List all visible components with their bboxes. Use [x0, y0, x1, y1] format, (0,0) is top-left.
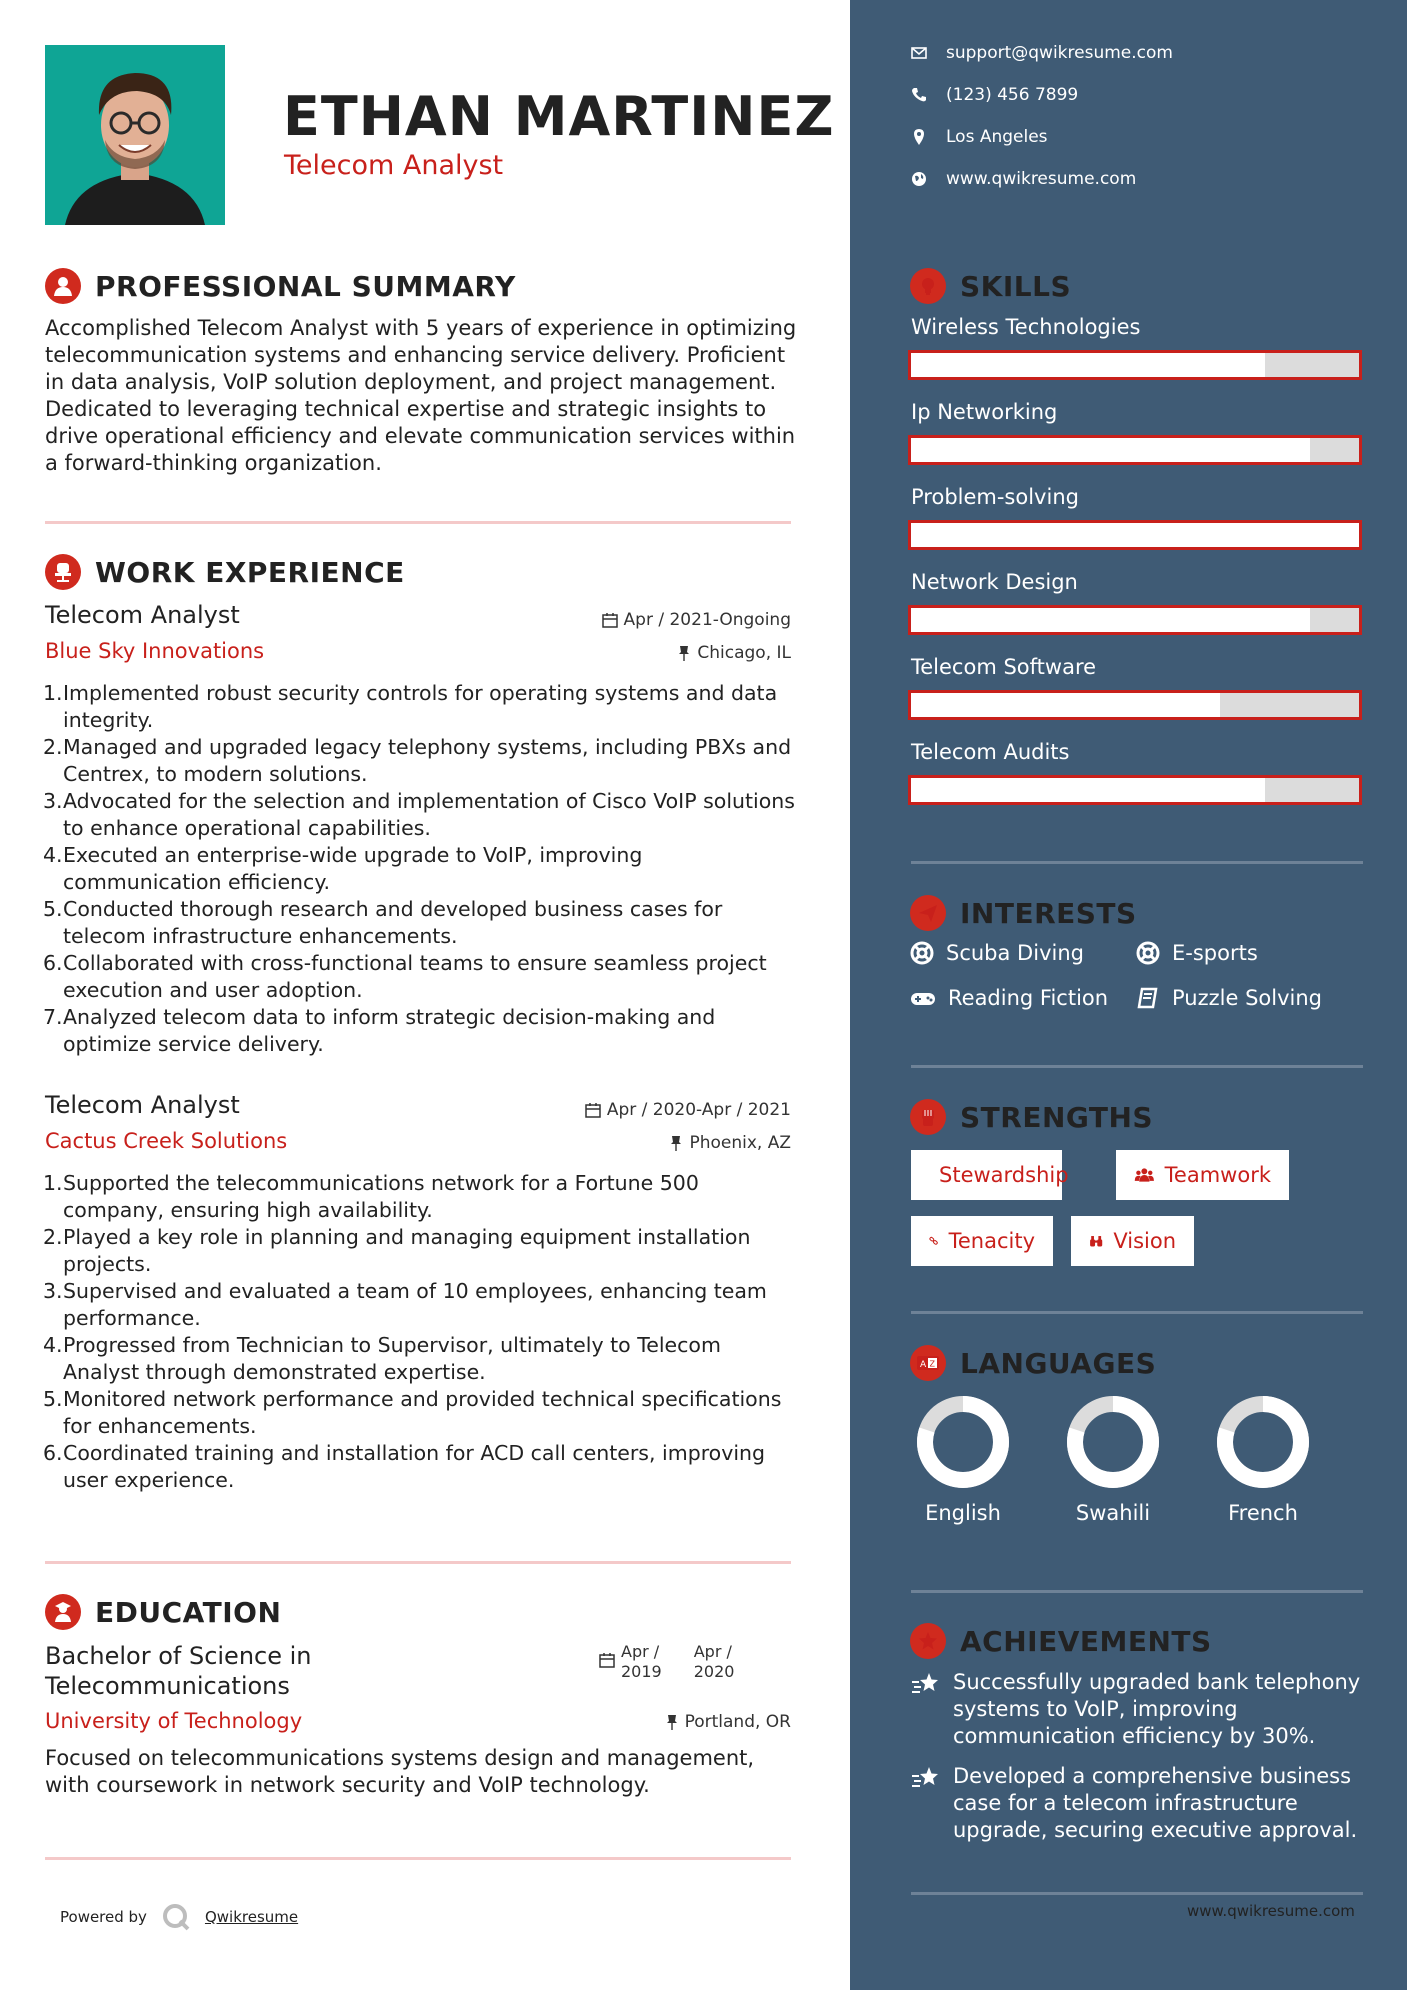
job-location-text: Chicago, IL: [697, 643, 791, 663]
list-item: 5. Conducted thorough research and developed business cases for telecom infrastructure enhancements.: [43, 897, 723, 948]
degree-line: Telecommunications: [45, 1672, 290, 1700]
strengths-heading: [910, 1099, 1153, 1135]
svg-text:Z: Z: [929, 1359, 935, 1369]
list-item: 7. Analyzed telecom data to inform strategic decision-making and optimize service delivery.: [43, 1005, 716, 1056]
summary-heading: [45, 268, 516, 304]
list-item: 4. Executed an enterprise-wide upgrade to VoIP, improving communication efficiency.: [43, 843, 643, 894]
skill-bar-fill: [911, 693, 1220, 717]
footer-powered: [60, 1902, 298, 1932]
divider: [911, 1590, 1363, 1593]
job-dates: [602, 610, 791, 630]
job-bullets: [43, 680, 803, 1058]
list-item: 3. Advocated for the selection and implementation of Cisco VoIP solutions to enhance operational capabilities.: [43, 789, 795, 840]
job-company: Blue Sky Innovations: [45, 639, 265, 663]
skill-label: Network Design: [911, 570, 1078, 594]
list-item: 2. Managed and upgraded legacy telephony systems, including PBXs and Centrex, to modern solutions.: [43, 735, 792, 786]
list-item: 1. Implemented robust security controls for operating systems and data integrity.: [43, 681, 778, 732]
skill-label: Telecom Audits: [911, 740, 1070, 764]
calendar-icon: [585, 1102, 601, 1118]
strength-badge: [911, 1216, 1053, 1266]
brand-link[interactable]: Qwikresume: [204, 1908, 299, 1926]
interest-item: [1136, 941, 1258, 965]
pin-icon: [669, 1135, 683, 1151]
section-title: WORK EXPERIENCE: [95, 555, 405, 589]
profile-photo: [45, 45, 225, 225]
achievement-text: Developed a comprehensive business case for a telecom infrastructure upgrade, securing executive approval.: [953, 1764, 1358, 1842]
phone-icon: [910, 86, 928, 104]
divider: [911, 1892, 1363, 1895]
interest-label: Reading Fiction: [948, 986, 1109, 1010]
powered-by-text: Powered by: [60, 1908, 147, 1926]
school: University of Technology: [45, 1709, 303, 1733]
section-title: SKILLS: [960, 269, 1072, 303]
binoculars-icon: [1089, 1230, 1103, 1252]
shooting-star-icon: [911, 1765, 941, 1791]
graduate-icon: [45, 1594, 81, 1630]
divider: [911, 1065, 1363, 1068]
list-item: 5. Monitored network performance and provided technical specifications for enhancements.: [43, 1387, 782, 1438]
strength-label: Vision: [1113, 1229, 1176, 1253]
list-item: 1. Supported the telecommunications network for a Fortune 500 company, ensuring high availability.: [43, 1171, 699, 1222]
pin-icon: [677, 645, 691, 661]
user-icon: [45, 268, 81, 304]
skill-bar: [908, 435, 1362, 465]
skill-bar-fill: [911, 523, 1359, 547]
job-title: Telecom Analyst: [45, 601, 240, 629]
pin-icon: [665, 1714, 679, 1730]
end-date: Apr / 2020: [693, 1642, 735, 1681]
skill-bar-fill: [911, 438, 1310, 462]
paper-plane-icon: [910, 895, 946, 931]
experience-heading: [45, 554, 405, 590]
contact-website[interactable]: [910, 169, 1136, 189]
lightbulb-icon: [910, 268, 946, 304]
language-donut: [1213, 1392, 1313, 1492]
candidate-name: ETHAN MARTINEZ: [283, 85, 835, 148]
job-location: [669, 1133, 791, 1153]
website-text: www.qwikresume.com: [946, 169, 1137, 189]
email-text: support@qwikresume.com: [946, 43, 1173, 63]
language-label: Swahili: [1075, 1501, 1151, 1525]
achievement-text: Successfully upgraded bank telephony systems to VoIP, improving communication efficiency by 30%.: [953, 1670, 1361, 1748]
language-donut: [1063, 1392, 1163, 1492]
start-date: Apr / 2019: [621, 1642, 662, 1681]
list-item: 2. Played a key role in planning and managing equipment installation projects.: [43, 1225, 751, 1276]
job-dates: [585, 1100, 791, 1120]
strength-badge: [911, 1150, 1069, 1200]
job-location-text: Phoenix, AZ: [689, 1133, 791, 1153]
contact-location: [910, 127, 1048, 147]
section-title: PROFESSIONAL SUMMARY: [95, 269, 516, 303]
summary-text: Accomplished Telecom Analyst with 5 years of experience in optimizing telecommunication systems and enhancing service delivery. Proficient in data analysis, VoIP solution deployment, and project management. Dedicated to leveraging technical expertise and strategic insights to drive operational efficiency and elevate communication services within a forward-thinking organization.: [45, 316, 797, 475]
languages-heading: [910, 1345, 1156, 1381]
section-title: INTERESTS: [960, 896, 1137, 930]
achievement-item: [911, 1669, 1371, 1750]
translate-icon: [910, 1345, 946, 1381]
list-item: 6. Coordinated training and installation for ACD call centers, improving user experience.: [43, 1441, 766, 1492]
skill-bar-fill: [911, 608, 1310, 632]
skill-bar: [908, 520, 1362, 550]
education-location-text: Portland, OR: [684, 1712, 791, 1732]
list-item: 6. Collaborated with cross-functional teams to ensure seamless project execution and user adoption.: [43, 951, 767, 1002]
lifebuoy-icon: [1136, 941, 1160, 965]
divider: [45, 1561, 791, 1564]
job-company: Cactus Creek Solutions: [45, 1129, 288, 1153]
job-location: [677, 643, 791, 663]
section-title: STRENGTHS: [960, 1100, 1154, 1134]
language-label: French: [1228, 1501, 1298, 1525]
shooting-star-icon: [911, 1671, 941, 1697]
interest-label: E-sports: [1172, 941, 1258, 965]
qwikresume-logo-icon: [161, 1902, 191, 1932]
education-dates: [599, 1642, 734, 1682]
star-badge-icon: [910, 1623, 946, 1659]
footer-website[interactable]: www.qwikresume.com: [1187, 1902, 1355, 1920]
language-donut: [913, 1392, 1013, 1492]
envelope-icon: [910, 44, 928, 62]
chair-icon: [45, 554, 81, 590]
section-title: ACHIEVEMENTS: [960, 1624, 1212, 1658]
divider: [911, 861, 1363, 864]
interest-item: [910, 986, 1108, 1010]
contact-email[interactable]: [910, 43, 1173, 63]
job-title: Telecom Analyst: [45, 1091, 240, 1119]
skill-bar: [908, 775, 1362, 805]
strength-label: Tenacity: [948, 1229, 1035, 1253]
skill-label: Ip Networking: [911, 400, 1058, 424]
achievements-heading: [910, 1623, 1212, 1659]
contact-phone[interactable]: [910, 85, 1078, 105]
skill-bar-fill: [911, 778, 1265, 802]
fist-icon: [910, 1099, 946, 1135]
interests-heading: [910, 895, 1137, 931]
location-text: Los Angeles: [946, 127, 1048, 147]
skill-bar-fill: [911, 353, 1265, 377]
globe-icon: [910, 170, 928, 188]
divider: [45, 1857, 791, 1860]
education-location: [665, 1712, 791, 1732]
section-title: LANGUAGES: [960, 1346, 1157, 1380]
interest-label: Puzzle Solving: [1172, 986, 1322, 1010]
book-icon: [1136, 986, 1160, 1010]
calendar-icon: [602, 612, 618, 628]
degree: [45, 1641, 312, 1701]
section-title: EDUCATION: [95, 1595, 282, 1629]
skill-bar: [908, 690, 1362, 720]
list-item: 4. Progressed from Technician to Supervisor, ultimately to Telecom Analyst through demonstrated expertise.: [43, 1333, 721, 1384]
degree-line: Bachelor of Science in: [45, 1642, 312, 1670]
skills-heading: [910, 268, 1071, 304]
job-dates-text: Apr / 2020-Apr / 2021: [606, 1100, 791, 1120]
lifebuoy-icon: [910, 941, 934, 965]
link-icon: [929, 1230, 939, 1252]
map-pin-icon: [910, 128, 928, 146]
divider: [911, 1311, 1363, 1314]
achievement-item: [911, 1763, 1371, 1844]
interest-item: [910, 941, 1084, 965]
language-label: English: [925, 1501, 1001, 1525]
strength-badge: [1116, 1150, 1289, 1200]
interest-label: Scuba Diving: [946, 941, 1084, 965]
skill-bar: [908, 350, 1362, 380]
education-heading: [45, 1594, 281, 1630]
divider: [45, 521, 791, 524]
strength-label: Teamwork: [1164, 1163, 1271, 1187]
svg-text:A: A: [920, 1360, 927, 1370]
skill-bar: [908, 605, 1362, 635]
skill-label: Telecom Software: [911, 655, 1097, 679]
job-dates-text: Apr / 2021-Ongoing: [623, 610, 791, 630]
list-item: 3. Supervised and evaluated a team of 10 employees, enhancing team performance.: [43, 1279, 767, 1330]
skill-label: Wireless Technologies: [911, 315, 1141, 339]
phone-text: (123) 456 7899: [946, 85, 1079, 105]
candidate-role: Telecom Analyst: [284, 150, 504, 181]
job-bullets: [43, 1170, 803, 1494]
gamepad-icon: [910, 988, 936, 1008]
interest-item: [1136, 986, 1322, 1010]
skill-label: Problem-solving: [911, 485, 1079, 509]
education-text: Focused on telecommunications systems design and management, with coursework in network security and VoIP technology.: [45, 1746, 755, 1797]
team-icon: [1134, 1164, 1155, 1186]
strength-label: Stewardship: [939, 1163, 1069, 1187]
calendar-icon: [599, 1652, 615, 1668]
strength-badge: [1071, 1216, 1194, 1266]
